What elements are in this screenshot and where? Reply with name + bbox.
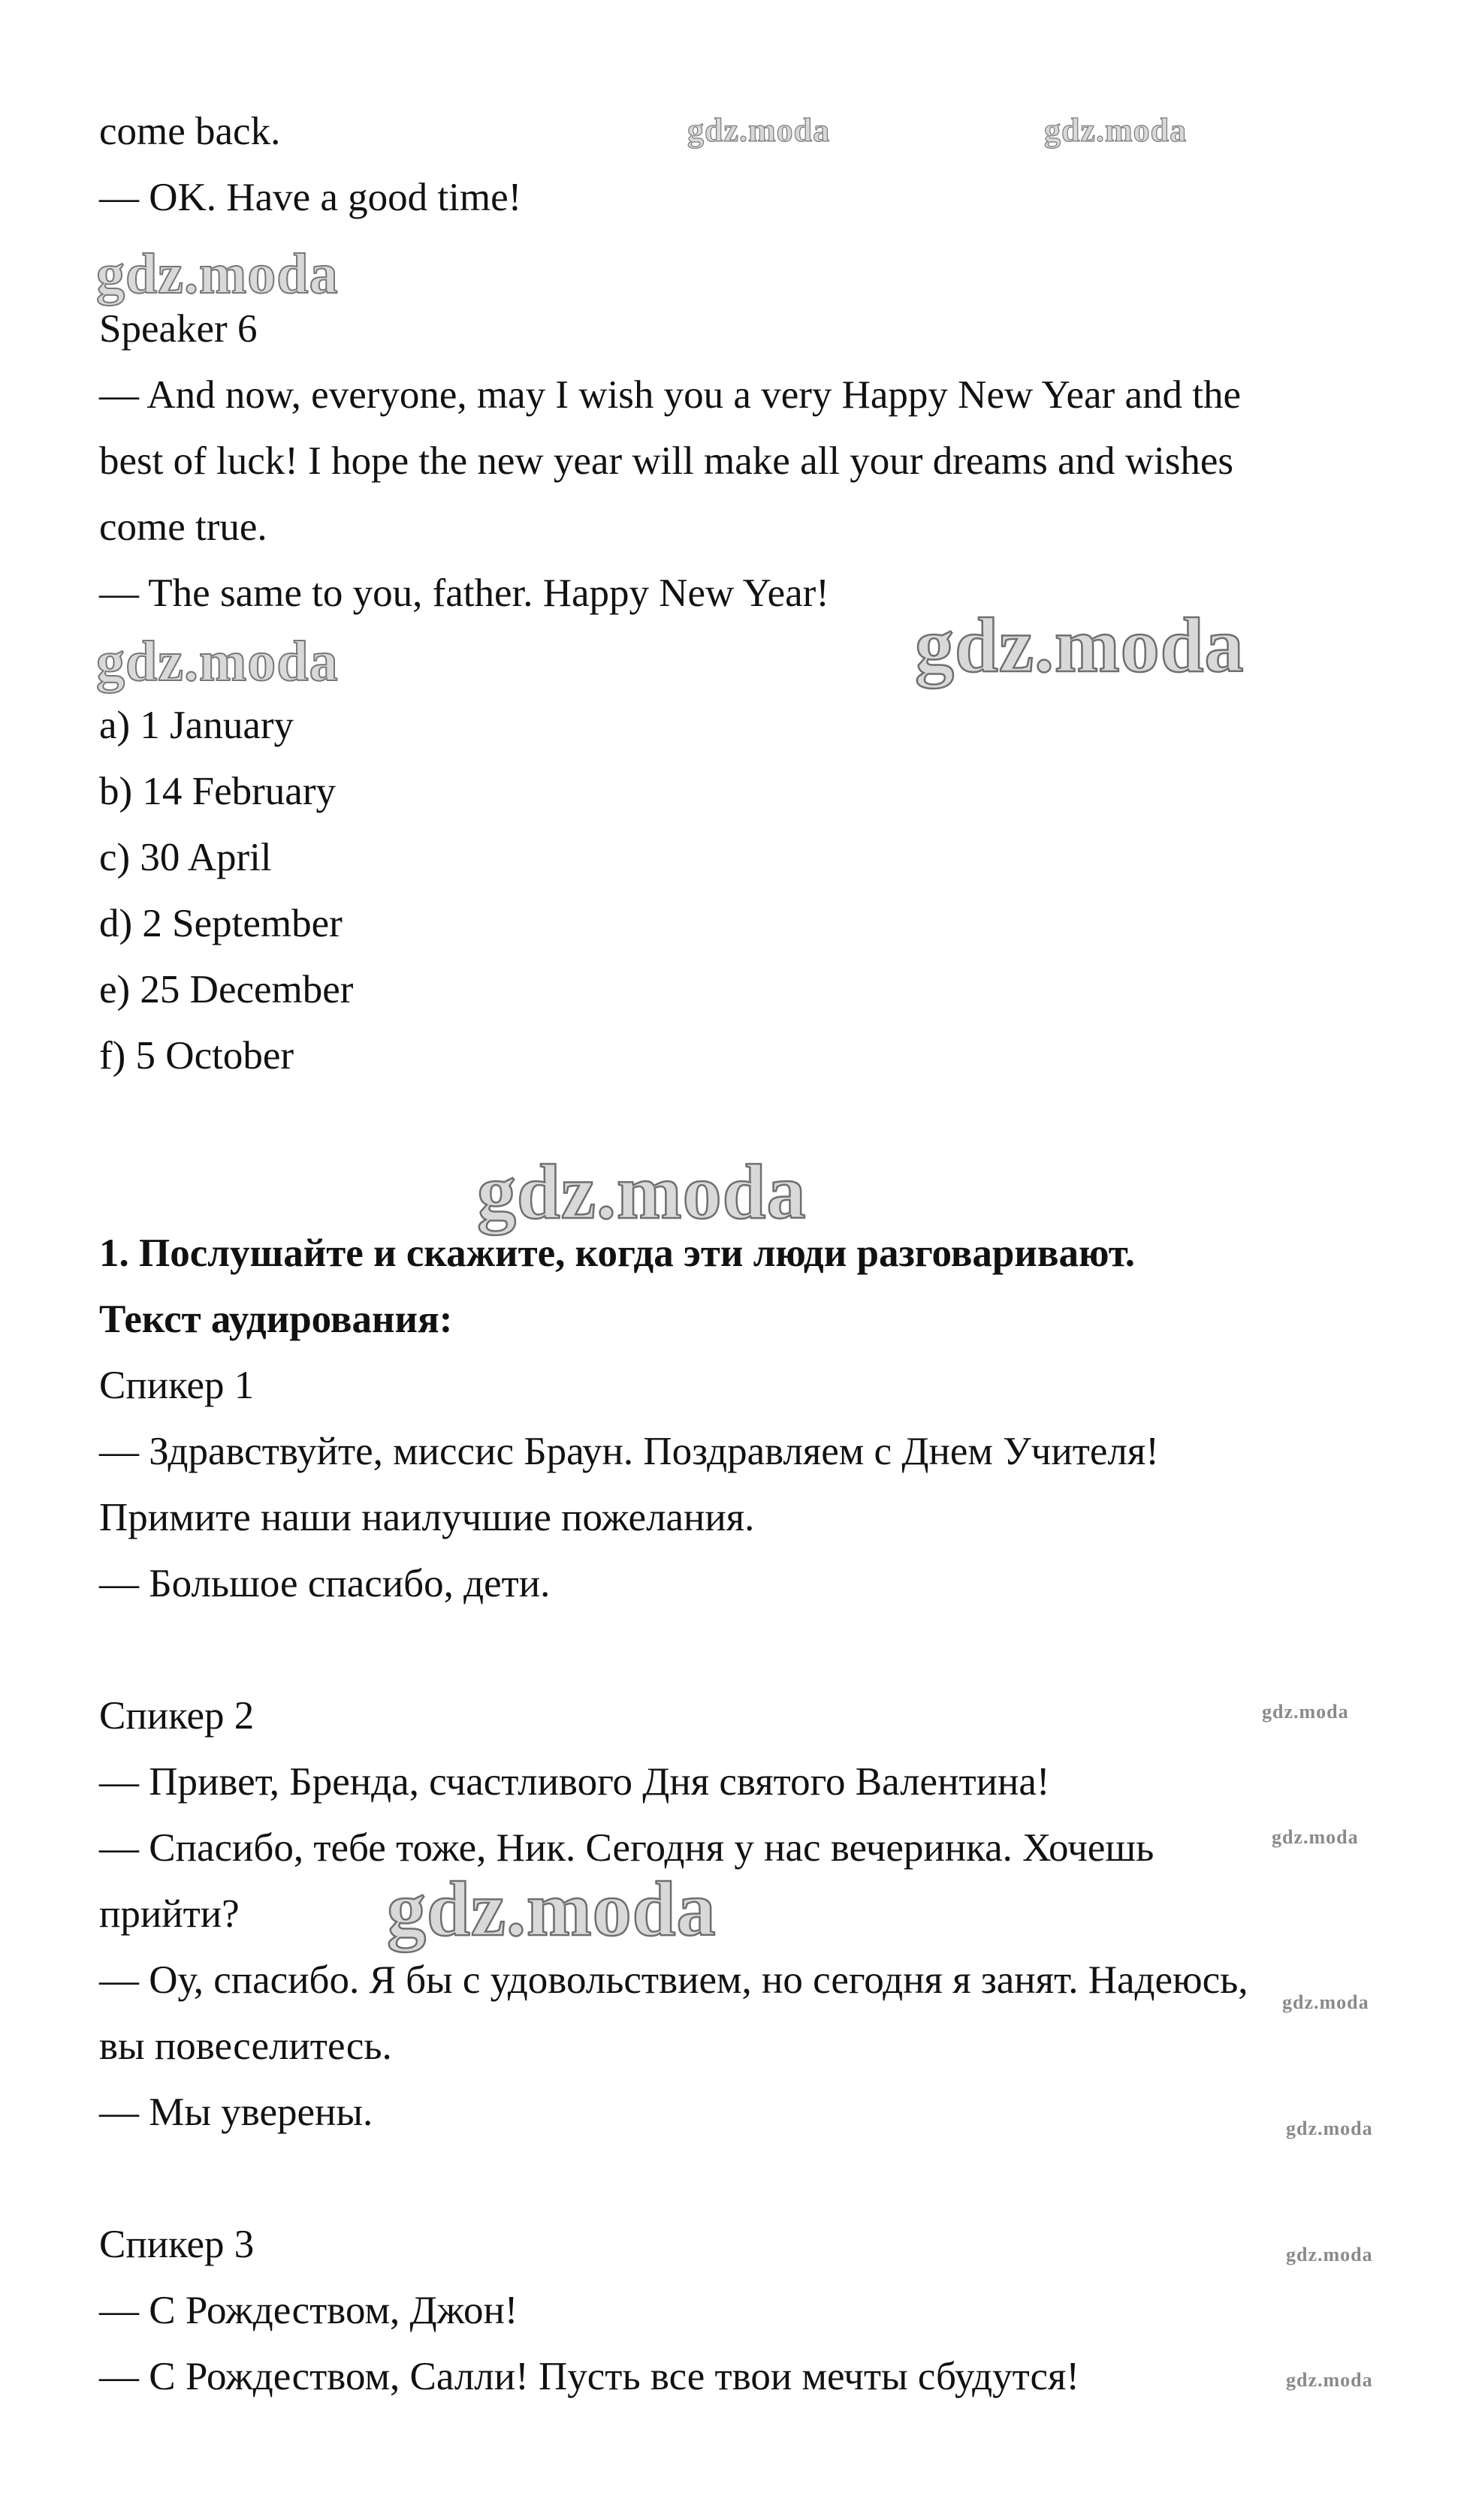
speaker-label: Спикер 1 — [99, 1364, 255, 1407]
text-line: — OK. Have a good time! — [99, 176, 522, 219]
text-line: — Привет, Бренда, счастливого Дня святого Валентина! — [99, 1760, 1050, 1804]
speaker-label: Спикер 3 — [99, 2223, 255, 2266]
watermark: gdz.moda — [96, 630, 339, 693]
text-line: come back. — [99, 110, 281, 153]
text-line: Примите наши наилучшие пожелания. — [99, 1496, 755, 1539]
task-heading: 1. Послушайте и скажите, когда эти люди разговаривают. — [99, 1231, 1136, 1275]
text-line: — С Рождеством, Джон! — [99, 2289, 518, 2332]
text-line: best of luck! I hope the new year will make all your dreams and wishes — [99, 439, 1234, 483]
option-item: a) 1 January — [99, 704, 294, 747]
watermark: gdz.moda — [1272, 1826, 1359, 1848]
section-subtitle: Текст аудирования: — [99, 1298, 453, 1341]
text-line: — Большое спасибо, дети. — [99, 1562, 551, 1605]
option-item: e) 25 December — [99, 968, 354, 1011]
option-item: b) 14 February — [99, 770, 336, 813]
text-line: — С Рождеством, Салли! Пусть все твои мечты сбудутся! — [99, 2355, 1079, 2398]
text-line: прийти? — [99, 1892, 240, 1936]
watermark: gdz.moda — [687, 112, 831, 149]
watermark: gdz.moda — [387, 1866, 717, 1952]
text-line: — The same to you, father. Happy New Year! — [99, 571, 829, 615]
watermark: gdz.moda — [1282, 1991, 1369, 2013]
option-item: f) 5 October — [99, 1034, 294, 1078]
watermark: gdz.moda — [915, 602, 1245, 689]
speaker-label: Спикер 2 — [99, 1694, 255, 1738]
watermark: gdz.moda — [1262, 1701, 1349, 1723]
watermark: gdz.moda — [1044, 112, 1188, 149]
watermark: gdz.moda — [1286, 2118, 1373, 2139]
option-item: d) 2 September — [99, 902, 343, 945]
text-line: — Здравствуйте, миссис Браун. Поздравляем с Днем Учителя! — [99, 1430, 1159, 1473]
watermark: gdz.moda — [477, 1149, 807, 1235]
text-line: — Мы уверены. — [99, 2090, 373, 2134]
text-line: вы повеселитесь. — [99, 2024, 392, 2068]
text-line: — And now, everyone, may I wish you a very Happy New Year and the — [99, 373, 1241, 417]
text-line: — Оу, спасибо. Я бы с удовольствием, но сегодня я занят. Надеюсь, — [99, 1958, 1248, 2002]
text-line: — Спасибо, тебе тоже, Ник. Сегодня у нас вечеринка. Хочешь — [99, 1826, 1155, 1870]
watermark: gdz.moda — [1286, 2244, 1373, 2265]
option-item: c) 30 April — [99, 836, 272, 879]
watermark: gdz.moda — [1286, 2369, 1373, 2391]
speaker-label: Speaker 6 — [99, 307, 258, 351]
text-line: come true. — [99, 505, 267, 549]
watermark: gdz.moda — [96, 243, 339, 306]
